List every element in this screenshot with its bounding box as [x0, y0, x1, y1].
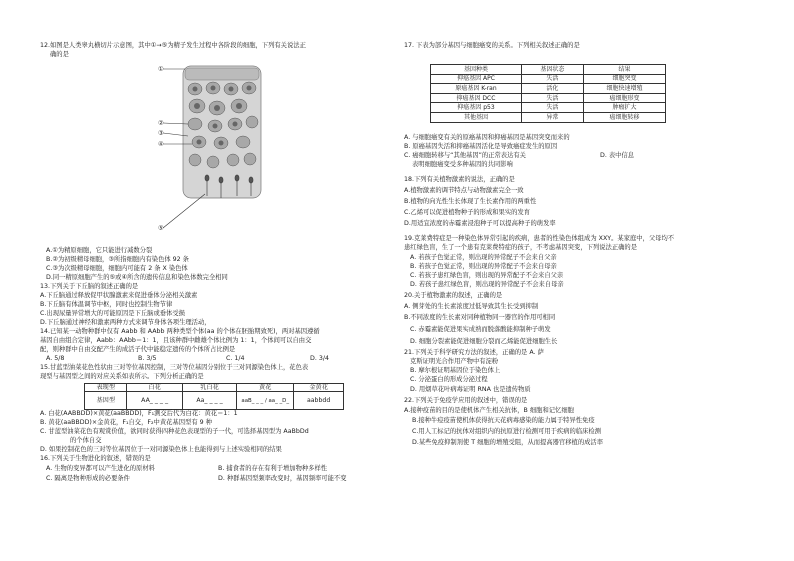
label-3: ③ — [158, 130, 164, 137]
q19-stem-line2: 患红绿色盲，生了一个患有克莱费特症的孩子，不考虑基因突变，下列说法正确的是 — [404, 244, 637, 251]
q15-stem-line1: 15.甘蓝型油菜花色性状由三对等位基因控制，三对等位基因分别位于三对同源染色体上，花色表 — [40, 364, 309, 371]
q18-stem: 18.下列有关植物激素的说法，正确的是 — [404, 176, 515, 183]
q12-option-b: B.②为初级精母细胞，③所指细胞内有染色体 92 条 — [46, 256, 189, 263]
q15-th-0: 表现型 — [85, 384, 127, 392]
q21-option-c: C. 分泌蛋白的形成分泌过程 — [410, 376, 488, 383]
q20-option-c: C. 赤霉素能促进果实成熟而脱落酸能抑制种子萌发 — [410, 326, 551, 333]
q15-option-d: D. 如果控制花色的三对等位基因位于一对同源染色体上也能得到与上述实验相同的结果 — [40, 446, 282, 453]
q15-phenotype-table — [84, 383, 344, 410]
q17-r4-c1: 异常 — [521, 112, 583, 122]
testis-section-figure — [155, 64, 275, 236]
q20-option-b: B.不同浓度的生长素对同种植物同一器官的作用可相同 — [404, 314, 556, 321]
q17-option-a: A. 与细胞癌变有关的原癌基因和抑癌基因是基因突变而来的 — [404, 134, 570, 141]
label-1: ① — [158, 66, 164, 73]
q15-th-3: 黄花 — [237, 384, 294, 392]
q22-option-c: C.用人工标记的抗体对组织内的抗原进行检测可用于疾病的临床检测 — [412, 428, 602, 435]
q18-option-c: C.乙烯可以促进植物种子的形成和果实的发育 — [404, 209, 531, 216]
label-2: ② — [158, 120, 164, 127]
q15-th-4: 金黄花 — [294, 384, 344, 392]
q19-stem-line1: 19.克莱费特症是一种染色体异常引起的疾病，患者的性染色体组成为 XXY。某家庭中，父母均不 — [404, 235, 675, 242]
q14-stem-line3: 配，则种群中自由交配产生的成活子代中能稳定遗传的个体所占比例是 — [40, 346, 236, 353]
q17-r4-c2: 癌细胞转移 — [583, 112, 665, 122]
q20-option-d: D. 细胞分裂素能促进细胞分裂而乙烯能促进细胞生长 — [410, 338, 558, 345]
q22-option-b: B.接种牛痘疫苗使机体获得抗天花病毒感染的能力属于特异性免疫 — [412, 417, 595, 424]
q13-stem: 13.下列关于下丘脑的叙述正确的是 — [40, 283, 139, 290]
q17-r2-c2: 癌细胞形变 — [583, 93, 665, 103]
q17-gene-table — [430, 64, 666, 123]
q17-option-c: C. 癌细胞转移与“其他基因”的正常表达有关 — [404, 152, 526, 159]
q17-r0-c1: 失活 — [521, 74, 583, 84]
q19-option-a: A. 若孩子色觉正常，则出现的异常配子不会来自父亲 — [410, 254, 557, 261]
q15-option-c-cont: 的个体自交 — [70, 437, 102, 444]
q17-r3-c1: 失活 — [521, 103, 583, 113]
q15-td-0: 基因型 — [85, 392, 127, 410]
q15-option-b: B. 黄花(aaBBDD)×金黄花，F₁自交，F₂中黄花基因型有 9 种 — [40, 419, 212, 426]
q21-stem-cont: 克斯证明光合作用产物中有淀粉 — [410, 358, 499, 365]
q22-stem: 22.下列关于免疫学应用的叙述中，错误的是 — [404, 397, 528, 404]
q17-r2-c0: 抑癌基因 DCC — [431, 93, 522, 103]
q19-option-b: B. 若孩子色觉正常，则出现的异常配子不会来自母亲 — [410, 263, 557, 270]
label-5: ⑤ — [158, 225, 164, 232]
q22-option-d: D.某些免疫抑制剂使 T 细胞的增殖受阻，从而提高器官移植的成活率 — [412, 439, 604, 446]
q16-stem: 16.下列关于生物进化的叙述，错误的是 — [40, 455, 151, 462]
q21-option-b: B. 摩尔根证明基因位于染色体上 — [410, 367, 501, 374]
q14-option-a: A. 5/8 — [46, 355, 65, 362]
q17-r0-c0: 抑癌基因 APC — [431, 74, 522, 84]
q17-r1-c0: 原癌基因 K-ran — [431, 84, 522, 94]
q20-stem: 20.关于植物激素的叙述，正确的是 — [404, 292, 503, 299]
q17-th-1: 基因状态 — [521, 65, 583, 75]
q17-option-d-cont: 表明细胞癌变受多种基因的共同影响 — [412, 161, 513, 168]
q14-stem-line1: 14.已知某一动物种群中仅有 Aabb 和 AAbb 两种类型个体(aa 的个体在胚胎期致死)，两对基因遵循 — [40, 328, 320, 335]
label-4: ④ — [158, 141, 164, 148]
q16-option-b: B. 捕食者的存在有利于增加物种多样性 — [218, 465, 328, 472]
q15-th-2: 乳白花 — [182, 384, 236, 392]
q12-option-c: C.③为次级精母细胞，细胞内可能有 2 条 X 染色体 — [46, 265, 188, 272]
q15-stem-line2: 现型与基因型之间的对应关系如表所示。下列分析正确的是 — [40, 373, 204, 380]
q12-stem-line2: 确的是 — [50, 51, 69, 58]
q17-r0-c2: 细胞突变 — [583, 74, 665, 84]
q21-option-d: D. 用烟草花叶病毒证明 RNA 也是遗传物质 — [410, 386, 531, 393]
q12-option-d: D.同一精原细胞产生的⑤或④所含的遗传信息和染色体数完全相同 — [46, 274, 228, 281]
q18-option-d: D.用适宜浓度的赤霉素浸泡种子可以提高种子的萌发率 — [404, 220, 556, 227]
q16-option-a: A. 生物的变异都可以产生进化的原材料 — [46, 465, 155, 472]
q17-r1-c2: 细胞快速增殖 — [583, 84, 665, 94]
q16-option-d: D. 种群基因型频率改变时，基因频率可能不变 — [218, 475, 347, 482]
q15-option-c: C. 甘蓝型油菜花色有观赏价值，欲同时获得四种花色表现型的子一代，可选择基因型为 AaBbDd — [40, 428, 309, 435]
q15-td-3: aaB_ _ _ / aa_ _D_ — [237, 392, 294, 410]
q17-r4-c0: 其他基因 — [431, 112, 522, 122]
q17-option-d: D. 表中信息 — [600, 152, 635, 159]
q17-option-b: B. 原癌基因失活和抑癌基因活化是导致癌症发生的原因 — [404, 143, 558, 150]
q13-option-a: A.下丘脑通过释放促甲状腺激素来促进垂体分泌相关激素 — [40, 292, 198, 299]
q16-option-c: C. 隔离是物种形成的必要条件 — [46, 475, 130, 482]
q12-option-a: A.①为精原细胞，它只能进行减数分裂 — [46, 247, 153, 254]
q17-stem: 17. 下表为部分基因与细胞癌变的关系。下列相关叙述正确的是 — [404, 42, 580, 49]
q15-th-1: 白花 — [127, 384, 182, 392]
q12-stem-line1: 12.如图是人类睾丸横切片示意图，其中①→⑤为精子发生过程中各阶段的细胞，下列有关说法正 — [40, 42, 306, 49]
q19-option-d: D. 若孩子患红绿色盲，则出现的异常配子不会来自母亲 — [410, 281, 564, 288]
q19-option-c: C. 若孩子患红绿色盲，则出现的异常配子不会来自父亲 — [410, 272, 564, 279]
q17-r3-c2: 肿瘤扩大 — [583, 103, 665, 113]
q13-option-d: D.下丘脑通过神经和激素两种方式来调节身体各项生理活动， — [40, 319, 211, 326]
q17-r1-c1: 活化 — [521, 84, 583, 94]
q20-option-a: A. 侧芽处的生长素浓度过低导致其生长受到抑制 — [404, 303, 539, 310]
q17-th-0: 基因种类 — [431, 65, 522, 75]
q18-option-b: B.植物的向光性生长体现了生长素作用的两重性 — [404, 198, 537, 205]
q18-option-a: A.植物激素的调节特点与动物激素完全一致 — [404, 187, 524, 194]
q15-td-4: aabbdd — [294, 392, 344, 410]
q15-td-2: Aa_ _ _ _ — [182, 392, 236, 410]
q14-stem-line2: 基因自由组合定律，Aabb：AAbb＝1：1，且该种群中雌雄个体比例为 1：1，个体间可以自由交 — [40, 337, 312, 344]
q14-option-c: C. 1/4 — [226, 355, 245, 362]
q22-option-a: A.接种疫苗的目的是使机体产生相关抗体，B 细胞和记忆细胞 — [404, 407, 574, 414]
q15-option-a: A. 白花(AABBDD)×黄花(aaBBDD)，F₁测交后代为白花：黄花＝1：1 — [40, 410, 238, 417]
q13-option-b: B.下丘脑有体温调节中枢，同时也控制生物节律 — [40, 301, 173, 308]
q14-option-b: B. 3/5 — [138, 355, 157, 362]
q15-td-1: AA_ _ _ _ — [127, 392, 182, 410]
q14-option-d: D. 3/4 — [310, 355, 329, 362]
q17-th-2: 结果 — [583, 65, 665, 75]
q17-r3-c0: 抑癌基因 p53 — [431, 103, 522, 113]
q17-r2-c1: 失活 — [521, 93, 583, 103]
q13-option-c: C.出现尿量异常增大的可能原因是下丘脑或垂体受损 — [40, 310, 185, 317]
q21-stem: 21.下列关于科学研究方法的叙述，正确的是 A. 萨 — [404, 349, 544, 356]
